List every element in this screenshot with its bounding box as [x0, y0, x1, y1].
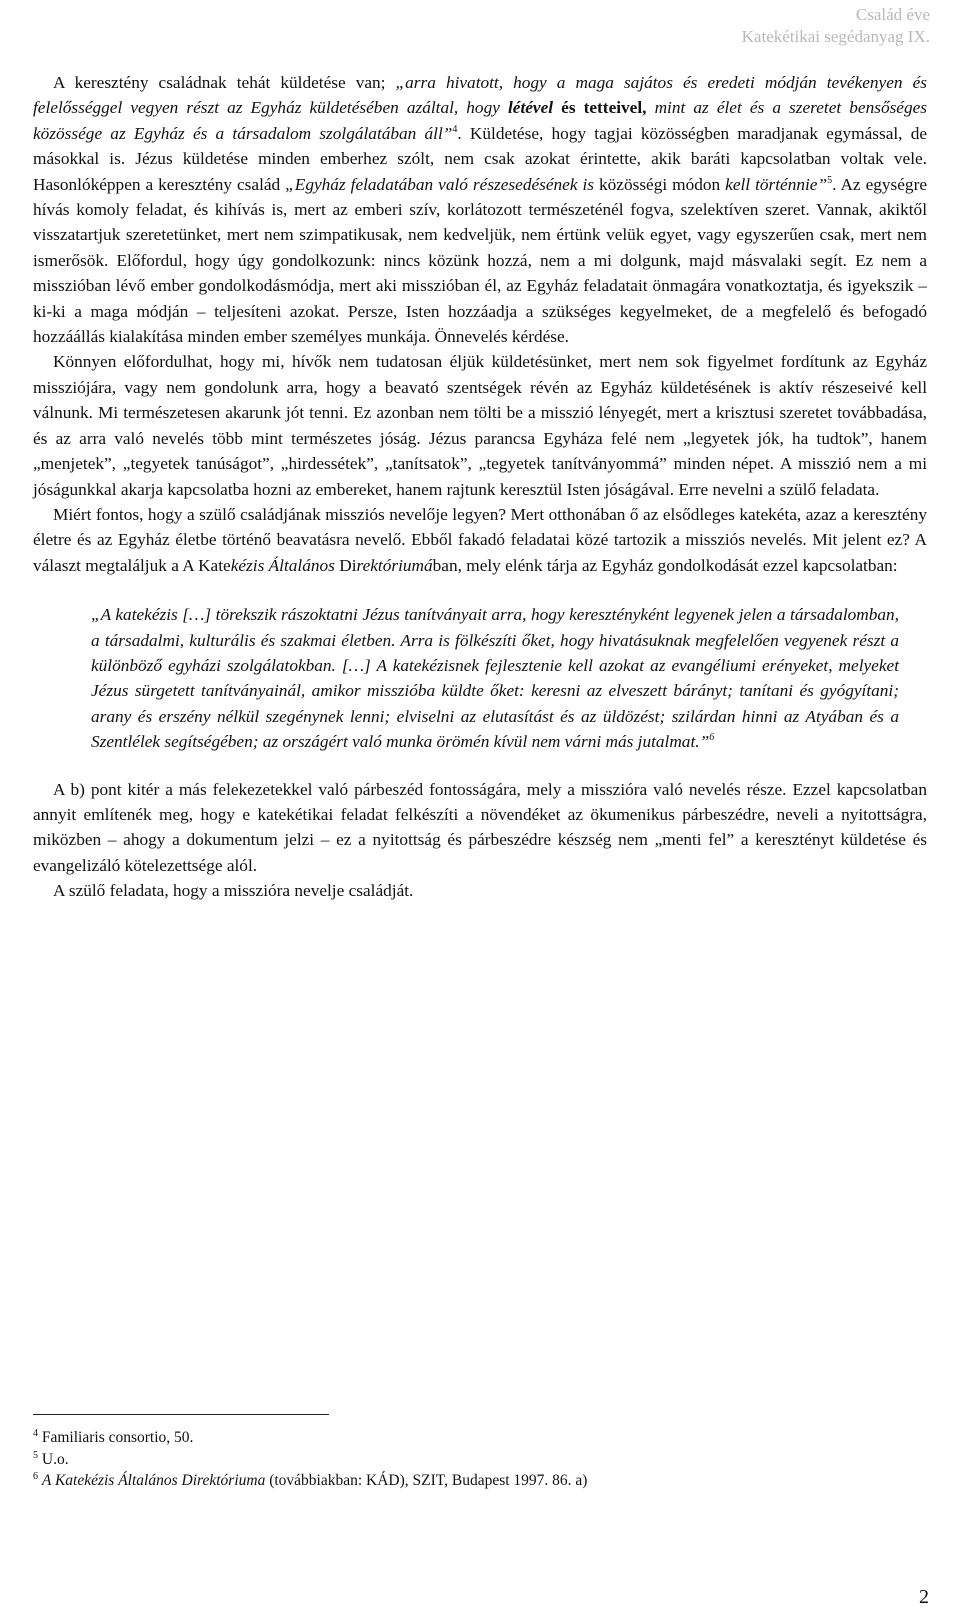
- footnote-separator: [33, 1414, 329, 1415]
- footnote-number: 6: [33, 1470, 38, 1482]
- paragraph-5: A szülő feladata, hogy a misszióra nevelje családját.: [53, 881, 414, 901]
- paragraph-4: A b) pont kitér a más felekezetekkel való párbeszéd fontosságára, mely a misszióra való nevelés része. Ezzel kapcsolatban annyit említenék meg, hogy e katekétikai feladat felkészíti a növendéket az ökumenikus párbeszédre, neveli a nyitottságra, miközben – ahogy a dokumentum jelzi – ez a nyitottság és párbeszédre készség nem „menti fel” a keresztényt küldetése és evangelizáló kötelezettsége alól.: [33, 779, 927, 875]
- p1-k: . Az egységre hívás komoly feladat, és kihívás is, mert az emberi szív, korlátozott természeténél fogva, szelektíven szeret. Vannak, akiktől visszatartjuk szeretetünket, mert nem szimpatikusak, nem kedveljük, nem értünk velük egyet, vagy egyszerűen csak, mert nem ismerősök. Előfordul, hogy úgy gondolkozunk: nincs közünk hozzá, nem a mi dolgunk, majd másvalaki segít. Ez nem a misszióban lévő ember gondolkodásmódja, mert aki misszióban él, az Egyház feladatait önmagára vonatkoztatja, és igyekszik – ki-ki a maga módján – teljesíteni azokat. Persze, Isten hozzáadja a szükséges kegyelmeket, de a megfelelő és befogadó hozzáállás kialakítása minden ember személyes munkája. Önnevelés kérdése.: [33, 174, 927, 347]
- p1-a: A keresztény családnak tehát küldetése van;: [53, 73, 396, 92]
- p1-bold-letevel: létével: [507, 98, 554, 118]
- p1-i: közösségi módon: [594, 174, 726, 194]
- header-line-1: Család éve: [855, 5, 930, 24]
- page-number: 2: [919, 1586, 929, 1608]
- p3-e: ban, mely elénk tárja az Egyház gondolkodását ezzel kapcsolatban:: [432, 555, 898, 575]
- p1-quote-start: „arra hivatott, hogy a maga sajátos és eredeti módján tevékenyen és felelősséggel vegyen részt az Egyház küldetésében azáltal, hogy: [33, 73, 927, 118]
- footnotes: [33, 1414, 927, 1492]
- footnote-number: 4: [33, 1427, 38, 1439]
- p3-c: Di: [334, 555, 357, 575]
- paragraph-1: [33, 70, 927, 349]
- footnote-text: Familiaris consortio, 50.: [41, 1429, 194, 1446]
- footnote-ref-6[interactable]: 6: [709, 732, 715, 744]
- footnote-ref-4[interactable]: 4: [452, 124, 458, 136]
- p1-g: . Küldetése, hogy tagjai közösségben maradjanak egymással, de másokkal is. Jézus küldetése minden emberhez szólt, nem csak azokat érintette, akik baráti kapcsolatban voltak vele. Hasonlóképpen a keresztény család: [33, 123, 927, 194]
- body-text: [33, 70, 927, 904]
- paragraph-2: Könnyen előfordulhat, hogy mi, hívők nem tudatosan éljük küldetésünket, mert nem sok figyelmet fordítunk az Egyház missziójára, vagy nem gondolunk arra, hogy a beavató szentségek révén az Egyház küldetésének is aktív részeseivé kell válnunk. Mi természetesen akarunk jót tenni. Ez azonban nem tölti be a misszió lényegét, mert a krisztusi szeretet továbbadása, és az arra való nevelés több mint természetes jóság. Jézus parancsa Egyháza felé nem „legyetek jók, ha tudtok”, hanem „menjetek”, „tegyetek tanúságot”, „hirdessétek”, „tanítsatok”, „tegyetek tanítványommá” minden népet. A misszió nem a mi jóságunkkal akarja kapcsolatba hozni az embereket, hanem rajtunk keresztül Isten jóságával. Erre nevelni a szülő feladata.: [33, 352, 927, 499]
- footnote-4: [33, 1427, 927, 1449]
- p1-space: [553, 98, 561, 117]
- p1-italic-j: kell történnie”: [725, 174, 828, 194]
- footnote-text: U.o.: [41, 1450, 69, 1468]
- footnote-text: (továbbiakban: KÁD), SZIT, Budapest 1997. 86. a): [265, 1472, 588, 1489]
- p1-quote-end: mint az élet és a szeretet bensőséges közössége az Egyház és a társadalom szolgálatában áll”: [33, 98, 928, 143]
- header-line-2: Katekétikai segédanyag IX.: [741, 27, 930, 46]
- p3-a: Miért fontos, hogy a szülő családjának missziós nevelője legyen? Mert otthonában ő az elsődleges katekéta, azaz a keresztény életre és az Egyház életbe történő beavatásra nevelő. Ebből fakadó feladatai közé tartozik a missziós nevelés. Mit jelent ez? A választ megtaláljuk a A Kate: [33, 504, 927, 575]
- running-header: [742, 4, 930, 48]
- footnote-5: [33, 1449, 927, 1471]
- footnote-italic-title: A Katekézis Általános Direktóriuma: [41, 1472, 266, 1489]
- p3-italic-d: rektóriumá: [356, 555, 433, 575]
- p3-italic-b: kézis Általános: [230, 555, 335, 575]
- p1-bold-tetteivel: és tetteivel,: [561, 98, 647, 118]
- footnote-6: [33, 1470, 927, 1492]
- block-quote: [91, 602, 899, 754]
- p1-italic-h: „Egyház feladatában való részesedésének is: [285, 174, 595, 194]
- footnote-number: 5: [33, 1449, 38, 1461]
- quote-text: „A katekézis […] törekszik rászoktatni Jézus tanítványait arra, hogy keresztényként legyenek jelen a társadalomban, a társadalmi, kulturális és szakmai életben. Arra is fölkészíti őket, hogy hivatásuknak megfelelően vegyenek részt a különböző egyházi szolgálatokban. […] A katekézisnek fejlesztenie kell azokat az evangéliumi erényeket, melyeket Jézus sürgetett tanítványainál, amikor misszióba küldte őket: keresni az elveszett bárányt; tanítani és gyógyítani; arany és erszény nélkül szegénynek lenni; elviselni az elutasítást és az üldözést; szilárdan hinni az Atyában és a Szentlélek segítségében; az országért való munka örömén kívül nem várni más jutalmat.”: [91, 605, 899, 752]
- footnote-ref-5[interactable]: 5: [827, 174, 833, 186]
- paragraph-3: [33, 502, 927, 578]
